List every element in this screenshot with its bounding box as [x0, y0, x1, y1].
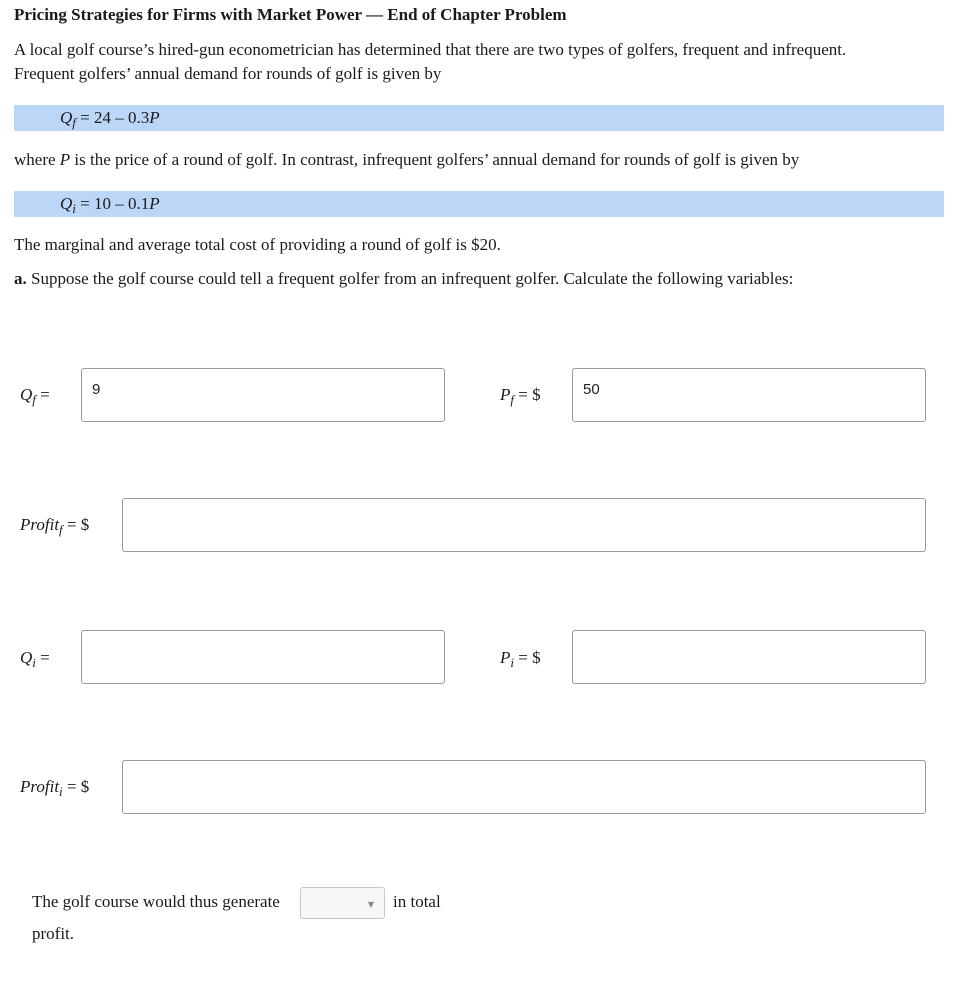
part-a-label: a.: [14, 269, 27, 288]
pf-label-sub: f: [510, 392, 515, 407]
qf-label-main: Q: [20, 385, 33, 404]
infrequent-demand-equation: [14, 191, 944, 217]
pi-label-sub: i: [510, 655, 515, 670]
pf-input[interactable]: 50: [572, 368, 926, 422]
pi-label: [500, 648, 541, 671]
profit-f-label-main: Profit: [20, 515, 60, 534]
summary-text-line2: profit.: [32, 924, 75, 943]
qi-input[interactable]: [81, 630, 445, 684]
profit-i-label-main: Profit: [20, 777, 60, 796]
pf-label-main: P: [500, 385, 511, 404]
profit-f-label: [20, 515, 89, 538]
problem-title: Pricing Strategies for Firms with Market Power — End of Chapter Problem: [14, 5, 567, 24]
pi-label-tail: = $: [514, 648, 541, 667]
cost-text: The marginal and average total cost of providing a round of golf is $20.: [14, 235, 501, 254]
eq-rhs: = 24 – 0.3: [75, 108, 150, 127]
profit-i-label-tail: = $: [62, 777, 90, 796]
intro-line-1: A local golf course’s hired-gun econometrician has determined that there are two types of golfers, frequent and infrequent.: [14, 40, 847, 59]
qf-label-sub: f: [32, 392, 36, 407]
summary-text-pre: The golf course would thus generate: [32, 892, 280, 911]
eq-p-symbol: P: [149, 194, 160, 213]
qi-label-main: Q: [20, 648, 33, 667]
part-a-body: Suppose the golf course could tell a frequent golfer from an infrequent golfer. Calculate the following variables:: [26, 269, 794, 288]
qf-label: [20, 385, 50, 408]
pi-input[interactable]: [572, 630, 926, 684]
eq-q-symbol: Q: [60, 108, 73, 127]
qf-label-tail: =: [35, 385, 50, 404]
profit-f-label-tail: = $: [62, 515, 90, 534]
profit-i-input[interactable]: [122, 760, 926, 814]
summary-text-post: in total: [393, 892, 441, 911]
where-pre: where: [14, 150, 60, 169]
qf-input[interactable]: 9: [81, 368, 445, 422]
profit-i-label-sub: i: [59, 784, 63, 799]
eq-q-subscript: i: [72, 201, 76, 216]
intro-line-2: Frequent golfers’ annual demand for rounds of golf is given by: [14, 64, 442, 83]
eq-q-subscript: f: [72, 115, 76, 130]
profit-f-label-sub: f: [59, 522, 63, 537]
eq-rhs: = 10 – 0.1: [75, 194, 150, 213]
frequent-demand-equation: [14, 105, 944, 131]
qi-label-tail: =: [35, 648, 50, 667]
total-profit-dropdown[interactable]: [300, 887, 385, 919]
eq-p-symbol: P: [149, 108, 160, 127]
where-text: [14, 148, 799, 172]
profit-f-input[interactable]: [122, 498, 926, 552]
qi-label-sub: i: [32, 655, 36, 670]
where-p-symbol: P: [59, 150, 71, 169]
part-a-text: [14, 267, 793, 291]
chevron-down-icon: ▼: [367, 900, 374, 909]
eq-q-symbol: Q: [60, 194, 73, 213]
pf-label: [500, 385, 541, 408]
where-post: is the price of a round of golf. In contrast, infrequent golfers’ annual demand for rounds of golf is given by: [70, 150, 800, 169]
pf-label-tail: = $: [514, 385, 541, 404]
qi-label: [20, 648, 50, 671]
profit-i-label: [20, 777, 89, 800]
pi-label-main: P: [500, 648, 511, 667]
